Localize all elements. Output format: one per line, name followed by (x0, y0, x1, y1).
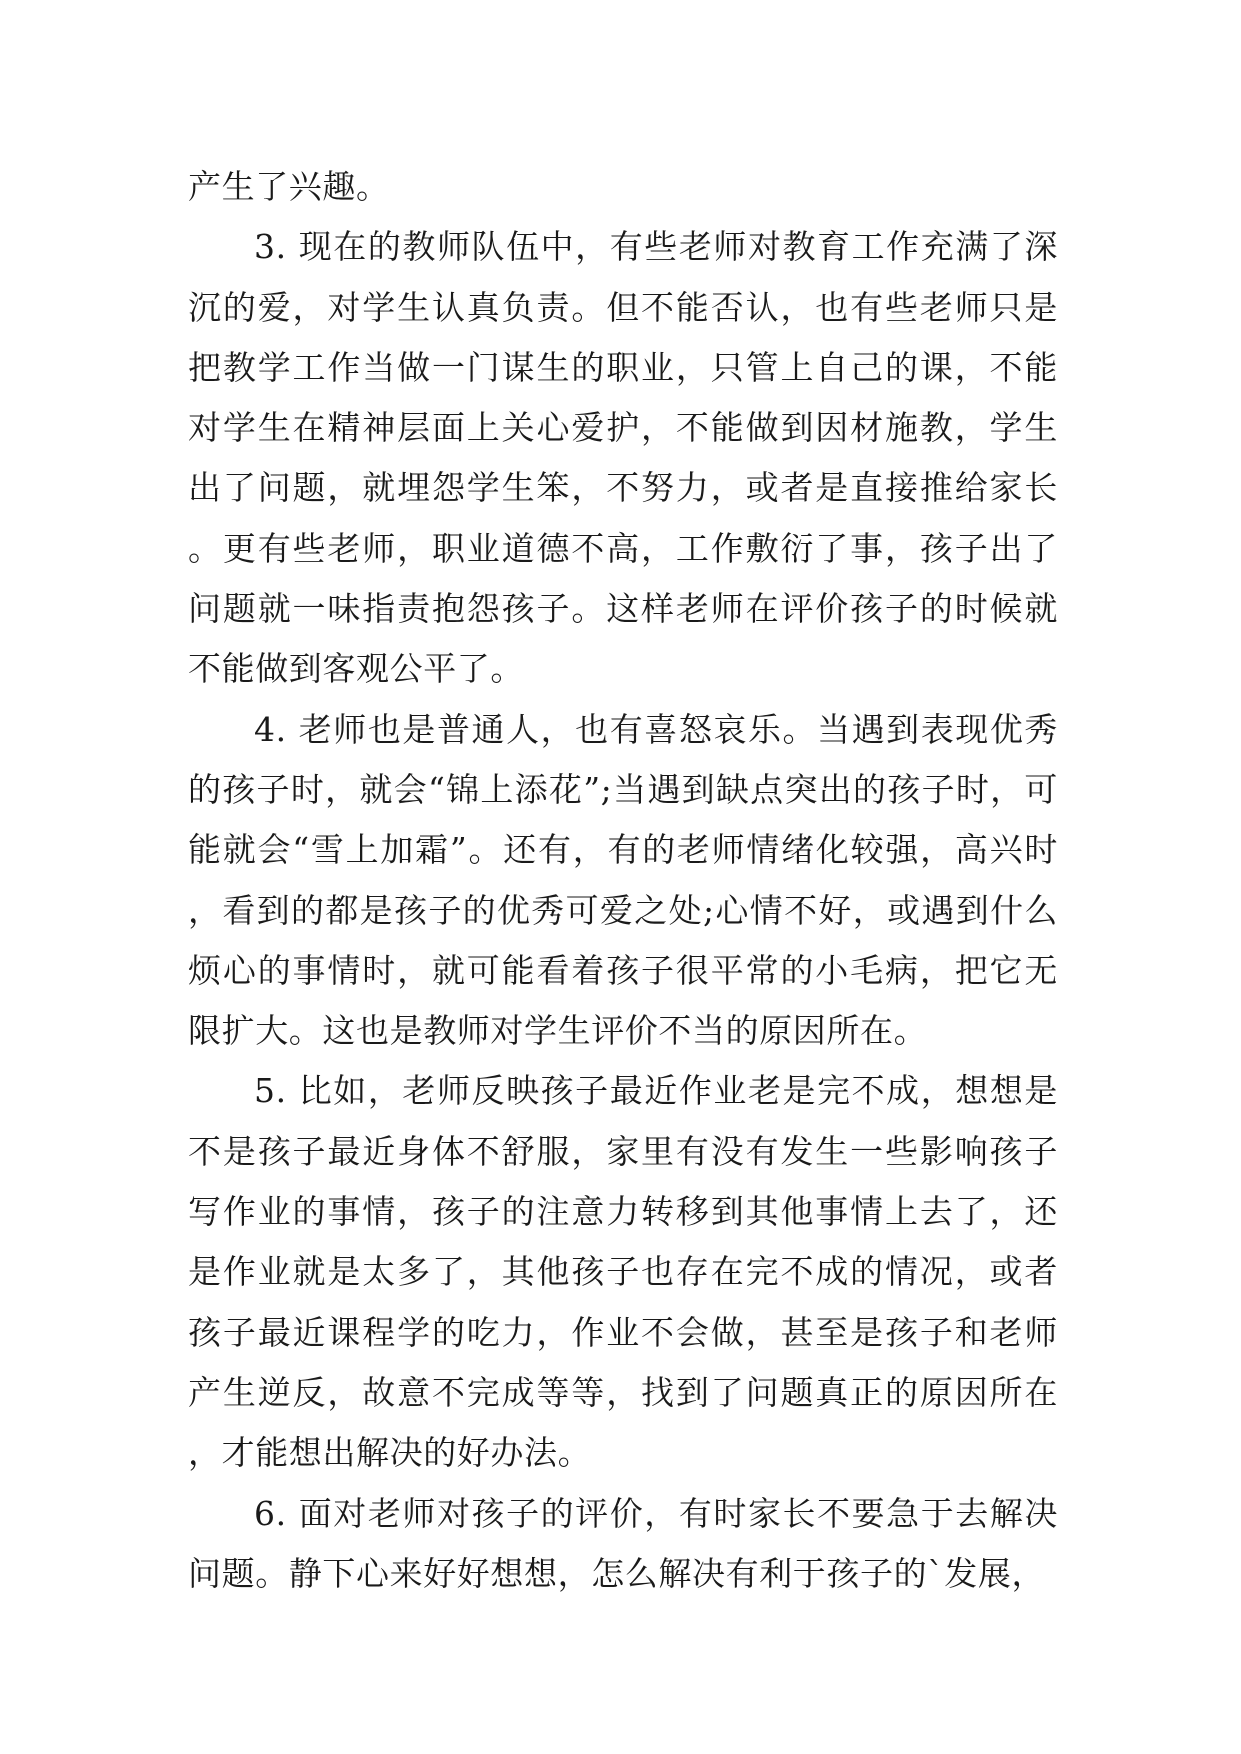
paragraph-number: 6. (254, 1493, 299, 1533)
paragraph-text: 面对老师对孩子的评价，有时家长不要急于去解决问题。静下心来好好想想，怎么解决有利于孩子的`发展， (188, 1493, 1058, 1593)
paragraph-text: 比如，老师反映孩子最近作业老是完不成，想想是不是孩子最近身体不舒服，家里有没有发生一些影响孩子写作业的事情，孩子的注意力转移到其他事情上去了，还是作业就是太多了，其他孩子也存在完不成的情况，或者孩子最近课程学的吃力，作业不会做，甚至是孩子和老师产生逆反，故意不完成等等，找到了问题真正的原因所在，才能想出解决的好办法。 (188, 1071, 1058, 1473)
paragraph-text: 产生了兴趣。 (188, 167, 390, 206)
paragraph-5 (188, 1061, 1058, 1483)
paragraph-text: 现在的教师队伍中，有些老师对教育工作充满了深沉的爱，对学生认真负责。但不能否认，也有些老师只是把教学工作当做一门谋生的职业，只管上自己的课，不能对学生在精神层面上关心爱护，不能做到因材施教，学生出了问题，就埋怨学生笨，不努力，或者是直接推给家长。更有些老师，职业道德不高，工作敷衍了事，孩子出了问题就一味指责抱怨孩子。这样老师在评价孩子的时候就不能做到客观公平了。 (188, 227, 1058, 689)
paragraph-continuation (188, 157, 1058, 217)
paragraph-number: 3. (254, 227, 299, 267)
paragraph-4 (188, 700, 1058, 1062)
paragraph-number: 5. (254, 1071, 299, 1111)
paragraph-3 (188, 217, 1058, 699)
document-body (188, 157, 1058, 1604)
paragraph-6 (188, 1484, 1058, 1605)
paragraph-number: 4. (254, 709, 299, 749)
paragraph-text: 老师也是普通人，也有喜怒哀乐。当遇到表现优秀的孩子时，就会“锦上添花”;当遇到缺点突出的孩子时，可能就会“雪上加霜”。还有，有的老师情绪化较强，高兴时，看到的都是孩子的优秀可爱之处;心情不好，或遇到什么烦心的事情时，就可能看着孩子很平常的小毛病，把它无限扩大。这也是教师对学生评价不当的原因所在。 (188, 709, 1058, 1051)
